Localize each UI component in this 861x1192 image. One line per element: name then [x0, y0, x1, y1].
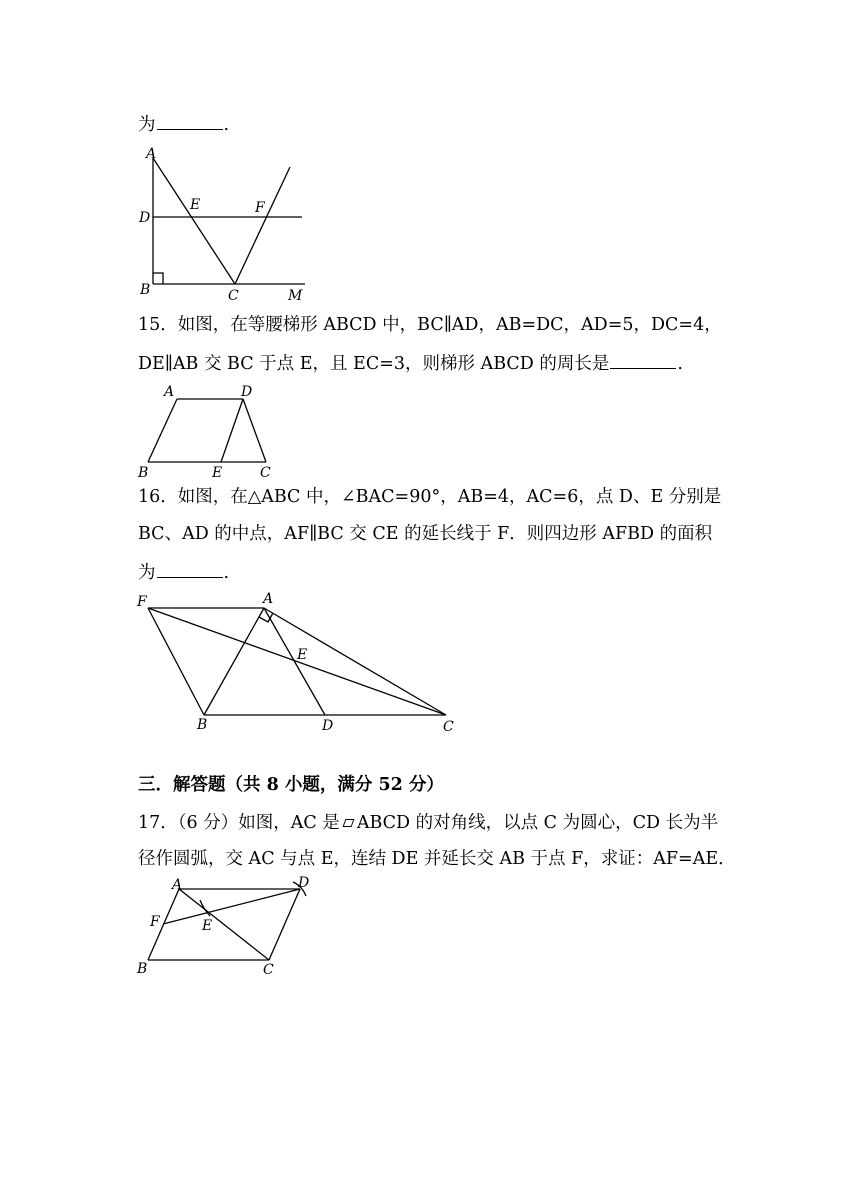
q15-text-line-2-body: DE∥AB 交 BC 于点 E，且 EC=3，则梯形 ABCD 的周长是: [138, 354, 610, 374]
q15-label-E: E: [212, 465, 223, 481]
q17-text-line-2: 径作圆弧，交 AC 与点 E，连结 DE 并延长交 AB 于点 F，求证：AF=AE．: [138, 849, 736, 869]
q14-label-B: B: [140, 282, 151, 298]
q17-text-line-1-b: ABCD 的对角线，以点 C 为圆心，CD 长为半: [356, 813, 719, 833]
q17-label-E: E: [202, 918, 213, 934]
q14-label-C: C: [228, 288, 239, 304]
q14-ray-CF: [235, 167, 290, 284]
q17-side-DC: [269, 889, 300, 960]
q14-segment-AC: [153, 158, 235, 284]
q14-label-M: M: [288, 288, 303, 304]
q16-text-line-1: 16．如图，在△ABC 中，∠BAC=90°，AB=4，AC=6，点 D、E 分别是: [138, 487, 722, 507]
q15-text-line-1: 15．如图，在等腰梯形 ABCD 中，BC∥AD，AB=DC，AD=5，DC=4，: [138, 315, 722, 335]
q15-figure: [130, 380, 290, 480]
q16-end-punct: .: [223, 563, 230, 583]
q16-text-line-2: BC、AD 的中点，AF∥BC 交 CE 的延长线于 F．则四边形 AFBD 的面积: [138, 524, 713, 544]
q15-side-AB: [148, 399, 177, 462]
q17-diagonal-AC: [179, 889, 269, 960]
q17-segment-DF: [163, 889, 300, 924]
q14-answer-blank: [157, 112, 223, 130]
q15-side-DC: [243, 399, 266, 462]
q16-figure: [130, 588, 470, 738]
q14-label-A: A: [146, 146, 157, 162]
q15-label-A: A: [164, 384, 175, 400]
parallelogram-symbol-icon: [342, 819, 354, 827]
q14-label-E: E: [190, 197, 201, 213]
q16-label-E: E: [297, 647, 308, 663]
q17-label-A: A: [172, 877, 183, 893]
q16-segment-AD: [264, 608, 325, 715]
q16-label-C: C: [443, 719, 454, 735]
q15-label-B: B: [138, 465, 149, 481]
q17-label-C: C: [263, 962, 274, 978]
q14-right-angle-mark: [153, 273, 163, 284]
q16-label-F: F: [137, 594, 147, 610]
q16-text-line-3-body: 为: [138, 563, 156, 583]
q17-label-F: F: [150, 914, 160, 930]
q14-figure: [130, 140, 320, 305]
q16-label-A: A: [263, 591, 274, 607]
q17-figure: [130, 872, 320, 982]
q17-text-line-1: [138, 811, 718, 835]
q14-label-F: F: [255, 200, 265, 216]
q14-tail-text: 为: [138, 115, 156, 135]
q16-segment-FB: [148, 608, 204, 715]
q16-text-line-3: [138, 560, 229, 585]
q16-answer-blank: [157, 560, 223, 578]
q17-label-B: B: [137, 961, 148, 977]
q16-label-B: B: [197, 717, 208, 733]
q15-label-D: D: [241, 384, 253, 400]
q14-answer-line: [138, 112, 229, 137]
q16-segment-AB: [204, 608, 264, 715]
q17-text-line-1-a: 17．（6 分）如图，AC 是: [138, 813, 340, 833]
q15-text-line-2: [138, 351, 683, 376]
q15-answer-blank: [610, 351, 676, 369]
section-3-heading: 三．解答题（共 8 小题，满分 52 分）: [138, 775, 444, 795]
q16-label-D: D: [322, 718, 334, 734]
q15-end-punct: .: [677, 354, 683, 374]
q15-label-C: C: [260, 465, 271, 481]
q17-label-D: D: [298, 875, 310, 891]
q14-end-punct: .: [223, 115, 230, 135]
q16-segment-AC: [264, 608, 446, 715]
q14-label-D: D: [139, 210, 151, 226]
q15-segment-DE: [221, 399, 243, 462]
